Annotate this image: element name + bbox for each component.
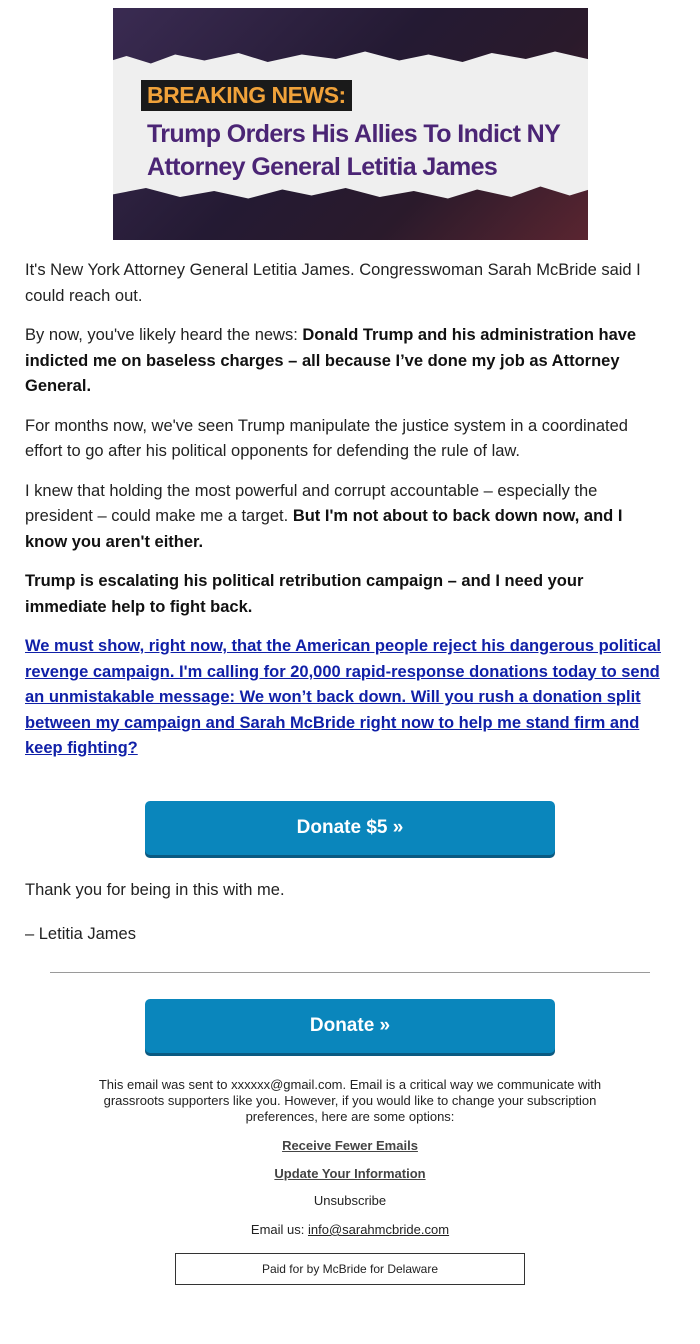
paragraph-target bbox=[25, 479, 665, 556]
breaking-news-badge bbox=[141, 80, 352, 111]
update-information-link[interactable]: Update Your Information bbox=[274, 1166, 426, 1181]
badge-text: BREAKING NEWS: bbox=[147, 82, 346, 108]
thank-you-text: Thank you for being in this with me. bbox=[25, 881, 285, 899]
paragraph-escalating-bold: Trump is escalating his political retribution campaign – and I need your immediate help to fight back. bbox=[25, 572, 584, 616]
unsubscribe-link[interactable]: Unsubscribe bbox=[313, 1193, 387, 1208]
divider bbox=[50, 972, 650, 973]
breaking-news-banner-image[interactable] bbox=[113, 8, 588, 240]
donate-5-button[interactable]: Donate $5 » bbox=[145, 801, 555, 855]
paragraph-escalating bbox=[25, 569, 665, 620]
paragraph-news bbox=[25, 323, 665, 400]
paragraph-news-bold: Donald Trump and his administration have indicted me on baseless charges – all because I’ve done my job as Attorney General. bbox=[25, 326, 637, 395]
footer-notice: This email was sent to xxxxxx@gmail.com. Email is a critical way we communicate with grassroots supporters like you. However, if you would like to change your subscription preferences, here are some options: bbox=[98, 1077, 602, 1124]
donation-appeal-link[interactable]: We must show, right now, that the American people reject his dangerous political revenge campaign. I'm calling for 20,000 rapid-response donations today to send an unmistakable message: We won’t back down. Will you rush a donation split between my campaign and Sarah McBride right now to help me stand firm and keep fighting? bbox=[25, 637, 661, 757]
update-information-row bbox=[0, 1166, 700, 1181]
email-us-label: Email us: bbox=[250, 1222, 308, 1237]
letter-content bbox=[25, 258, 665, 776]
email-us-row bbox=[0, 1222, 700, 1237]
paid-for-disclaimer: Paid for by McBride for Delaware bbox=[175, 1253, 525, 1285]
banner-headline: Trump Orders His Allies To Indict NY Attorney General Letitia James bbox=[147, 120, 560, 181]
email-us-link[interactable]: info@sarahmcbride.com bbox=[307, 1222, 450, 1237]
receive-fewer-emails-link[interactable]: Receive Fewer Emails bbox=[282, 1138, 418, 1153]
signature: – Letitia James bbox=[25, 925, 136, 943]
receive-fewer-emails-row bbox=[0, 1138, 700, 1153]
paragraph-cta bbox=[25, 634, 665, 762]
paragraph-target-bold: But I'm not about to back down now, and I know you aren't either. bbox=[25, 507, 623, 551]
donate-button[interactable]: Donate » bbox=[145, 999, 555, 1053]
paragraph-months: For months now, we've seen Trump manipulate the justice system in a coordinated effort to go after his political opponents for defending the rule of law. bbox=[25, 416, 628, 460]
paragraph-intro: It's New York Attorney General Letitia James. Congresswoman Sarah McBride said I could reach out. bbox=[25, 261, 641, 305]
paragraph-target-intro: I knew that holding the most powerful and corrupt accountable – especially the president – could make me a target. bbox=[25, 481, 598, 525]
paragraph-news-intro: By now, you've likely heard the news: bbox=[25, 326, 303, 344]
